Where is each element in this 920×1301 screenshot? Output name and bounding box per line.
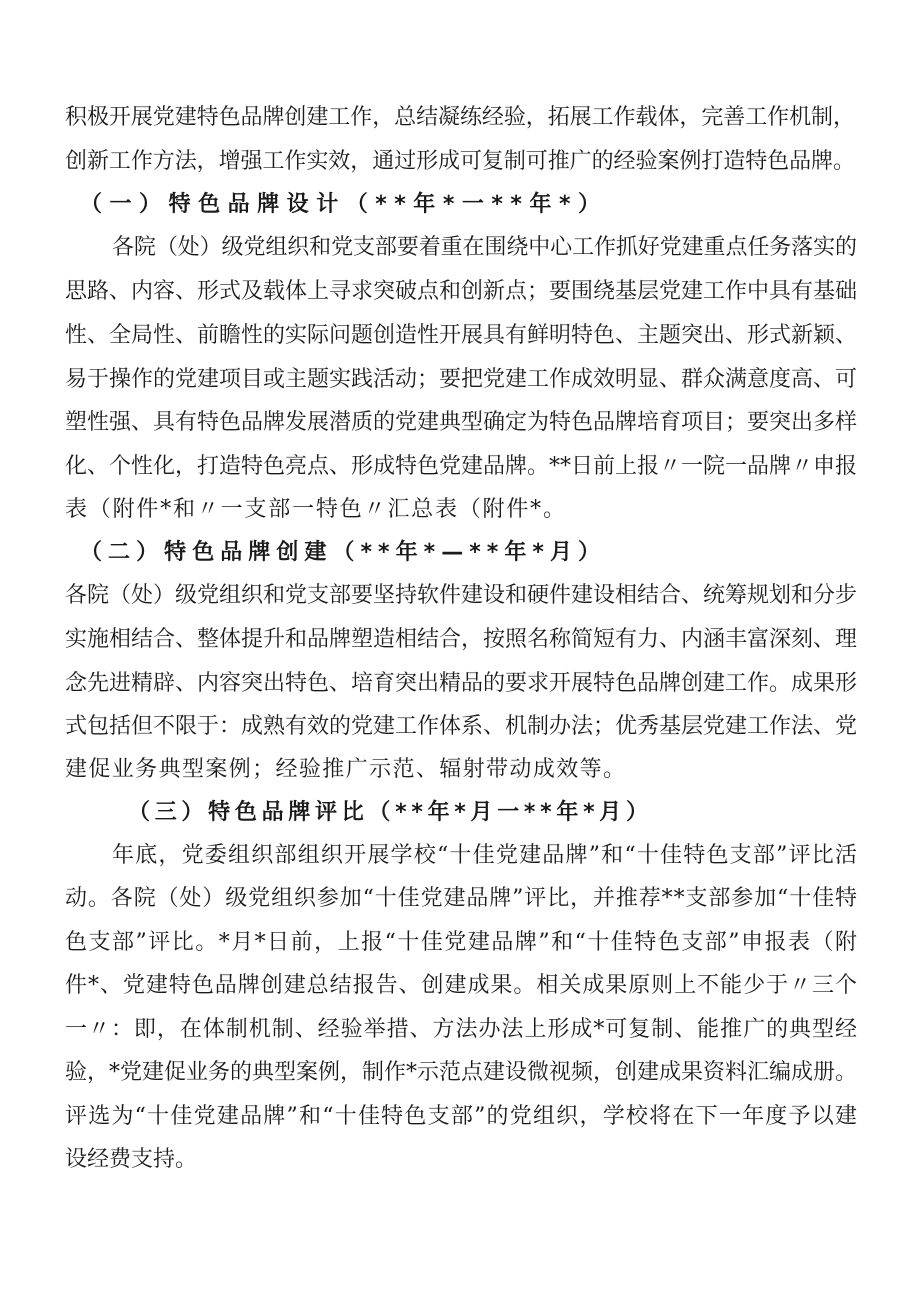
section1-line-4: 易于操作的党建项目或主题实践活动；要把党建工作成效明显、群众满意度高、可	[65, 367, 857, 392]
intro-line-1: 积极开展党建特色品牌创建工作，总结凝练经验，拓展工作载体，完善工作机制，	[65, 105, 855, 130]
section2-line-4: 式包括但不限于：成熟有效的党建工作体系、机制办法；优秀基层党建工作法、党	[65, 714, 857, 739]
section2-line-3: 念先进精辟、内容突出特色、培育突出精品的要求开展特色品牌创建工作。成果形	[65, 671, 857, 696]
section3-line-6: 验，*党建促业务的典型案例，制作*示范点建设微视频，创建成果资料汇编成册。	[65, 1060, 857, 1085]
section1-line-1: 各院（处）级党组织和党支部要着重在围绕中心工作抓好党建重点任务落实的	[112, 235, 857, 260]
section3-line-7: 评选为“十佳党建品牌”和“十佳特色支部”的党组织，学校将在下一年度予以建	[65, 1104, 859, 1129]
section3-line-2: 动。各院（处）级党组织参加“十佳党建品牌”评比，并推荐**支部参加“十佳特	[65, 886, 858, 911]
section1-line-7: 表（附件*和〃一支部一特色〃汇总表（附件*。	[65, 497, 567, 522]
intro-line-2: 创新工作方法，增强工作实效，通过形成可复制可推广的经验案例打造特色品牌。	[65, 149, 855, 174]
section3-line-5: 一〃：即，在体制机制、经验举措、方法办法上形成*可复制、能推广的典型经	[65, 1017, 858, 1042]
section3-line-1: 年底，党委组织部组织开展学校“十佳党建品牌”和“十佳特色支部”评比活	[112, 843, 859, 868]
section3-heading: （三）特色品牌评比（**年*月一**年*月）	[128, 800, 653, 825]
section2-line-2: 实施相结合、整体提升和品牌塑造相结合，按照名称简短有力、内涵丰富深刻、理	[65, 627, 857, 652]
section3-line-4: 件*、党建特色品牌创建总结报告、创建成果。相关成果原则上不能少于〃三个	[65, 973, 858, 998]
section1-line-6: 化、个性化，打造特色亮点、形成特色党建品牌。**日前上报〃一院一品牌〃申报	[65, 454, 857, 479]
section3-line-3: 色支部”评比。*月*日前，上报“十佳党建品牌”和“十佳特色支部”申报表（附	[65, 930, 859, 955]
section3-line-8: 设经费支持。	[65, 1147, 198, 1172]
section1-line-5: 塑性强、具有特色品牌发展潜质的党建典型确定为特色品牌培育项目；要突出多样	[65, 410, 857, 435]
section1-line-2: 思路、内容、形式及载体上寻求突破点和创新点；要围绕基层党建工作中具有基础	[65, 279, 857, 304]
section1-line-3: 性、全局性、前瞻性的实际问题创造性开展具有鲜明特色、主题突出、形式新颖、	[65, 323, 857, 348]
section2-line-1: 各院（处）级党组织和党支部要坚持软件建设和硬件建设相结合、统筹规划和分步	[65, 583, 857, 608]
section2-heading: （二）特色品牌创建（**年*—**年*月）	[80, 540, 607, 565]
section1-heading: （一）特色品牌设计（**年*一**年*）	[80, 192, 608, 217]
section2-line-5: 建促业务典型案例；经验推广示范、辐射带动成效等。	[65, 757, 627, 782]
